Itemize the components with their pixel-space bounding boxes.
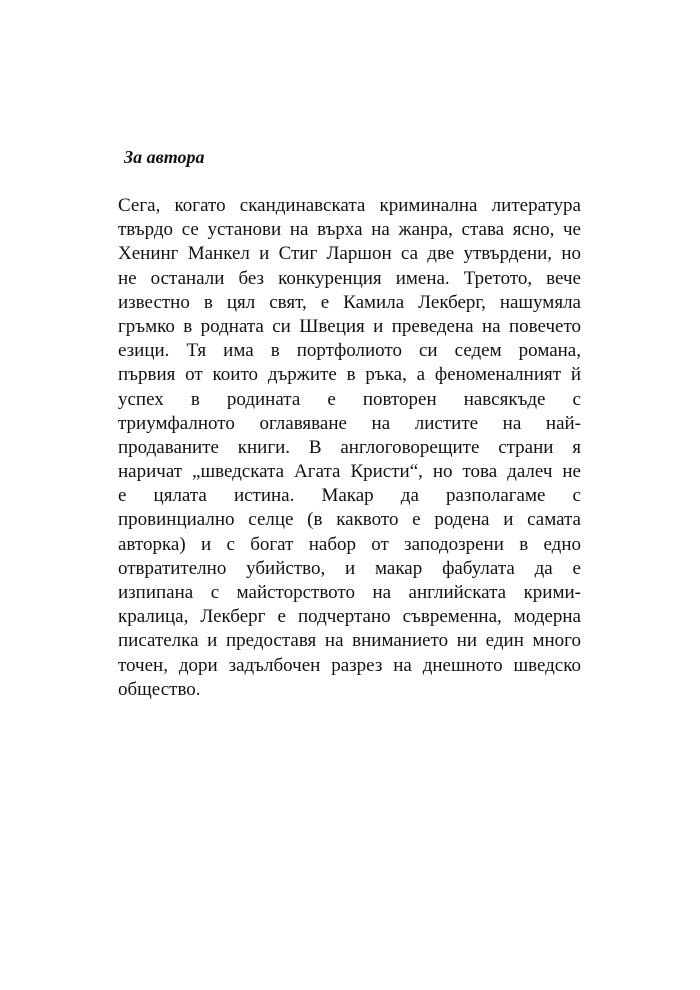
text-line: не останали без конкуренция имена. Третото, вече xyxy=(118,267,581,289)
text-line: триумфалното оглавяване на листите на най- xyxy=(118,412,581,434)
text-line: твърдо се установи на върха на жанра, става ясно, че xyxy=(118,219,581,241)
text-line: известно в цял свят, е Камила Лекберг, нашумяла xyxy=(118,291,581,313)
text-line: провинциално селце (в каквото е родена и самата xyxy=(118,509,581,531)
text-line: авторка) и с богат набор от заподозрени в едно xyxy=(118,533,581,555)
author-paragraph xyxy=(118,194,581,702)
text-line: отвратително убийство, и макар фабулата да е xyxy=(118,557,581,579)
text-line: Хенинг Манкел и Стиг Ларшон са две утвърдени, но xyxy=(118,243,581,265)
text-line: наричат „шведската Агата Кристи“, но това далеч не xyxy=(118,461,581,483)
text-line: успех в родината е повторен навсякъде с xyxy=(118,388,581,410)
text-line: точен, дори задълбочен разрез на днешното шведско xyxy=(118,654,581,676)
text-line: първия от които държите в ръка, а феноменалният й xyxy=(118,364,581,386)
text-line: писателка и предоставя на вниманието ни един много xyxy=(118,630,581,652)
text-line: общество. xyxy=(118,678,201,700)
text-line: продаваните книги. В англоговорещите страни я xyxy=(118,436,581,458)
text-line: езици. Тя има в портфолиото си седем романа, xyxy=(118,340,581,362)
text-line: изпипана с майсторството на английската крими- xyxy=(118,582,581,603)
text-line: кралица, Лекберг е подчертано съвременна, модерна xyxy=(118,606,581,628)
section-heading: За автора xyxy=(124,147,205,167)
text-line: Сега, когато скандинавската криминална литература xyxy=(118,195,581,216)
text-line: гръмко в родната си Швеция и преведена на повечето xyxy=(118,315,581,337)
text-line: е цялата истина. Макар да разполагаме с xyxy=(118,485,581,507)
